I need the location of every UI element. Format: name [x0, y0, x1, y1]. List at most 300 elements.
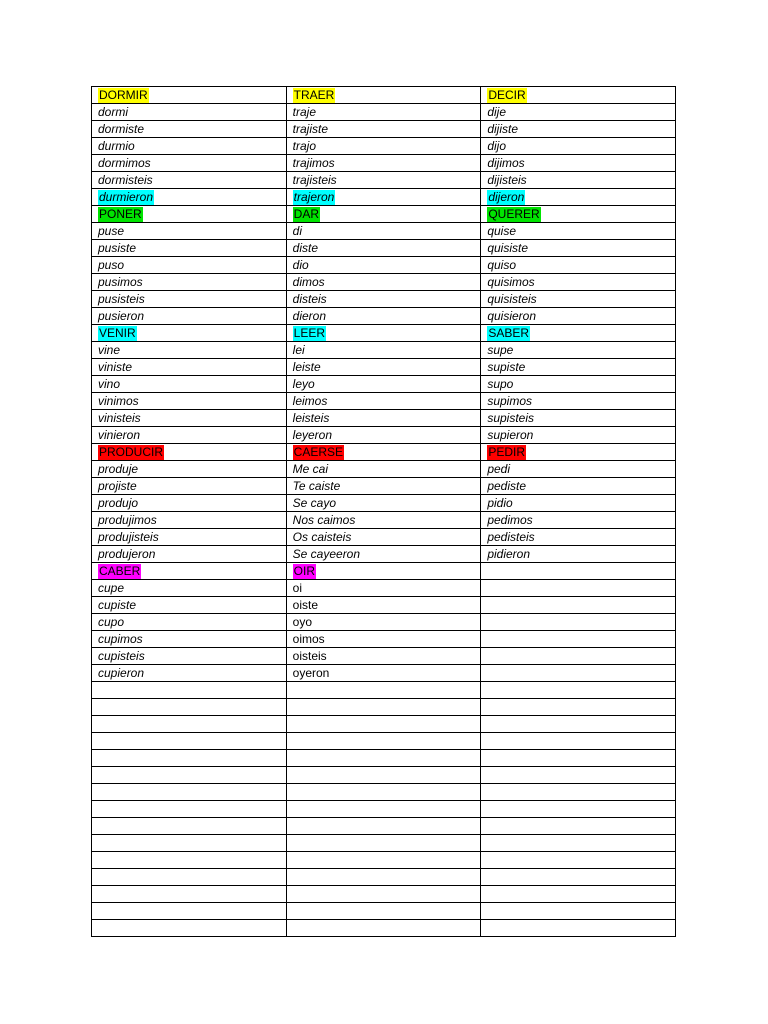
table-cell: [286, 359, 481, 376]
table-cell: [286, 563, 481, 580]
table-cell: [92, 903, 287, 920]
verb-heading: TRAER: [293, 88, 335, 102]
table-cell: [92, 495, 287, 512]
table-cell: [286, 87, 481, 104]
table-row: [92, 767, 676, 784]
table-cell: [92, 648, 287, 665]
table-row: [92, 563, 676, 580]
verb-form: supimos: [487, 394, 532, 408]
table-cell: [286, 291, 481, 308]
table-cell: [92, 461, 287, 478]
table-row: [92, 512, 676, 529]
verb-heading: dijeron: [488, 190, 525, 204]
table-cell: [481, 648, 676, 665]
table-cell: [286, 750, 481, 767]
table-cell: [481, 206, 676, 223]
table-cell: [92, 393, 287, 410]
table-cell: [92, 138, 287, 155]
table-row: [92, 410, 676, 427]
verb-form: dijimos: [487, 156, 525, 170]
table-cell: [481, 257, 676, 274]
verb-form: dormi: [98, 105, 129, 119]
verb-form: dieron: [292, 309, 327, 323]
verb-form: pediste: [487, 479, 527, 493]
verb-form: pedisteis: [487, 530, 535, 544]
table-row: [92, 835, 676, 852]
verb-form: disteis: [292, 292, 327, 306]
verb-heading: DORMIR: [99, 88, 148, 102]
verb-form: dormisteis: [98, 173, 153, 187]
verb-heading: trajeron: [293, 190, 335, 204]
table-row: [92, 376, 676, 393]
verb-form: projiste: [98, 479, 137, 493]
table-row: [92, 223, 676, 240]
table-cell: [286, 597, 481, 614]
table-cell: [481, 818, 676, 835]
verb-form: oisteis: [292, 649, 327, 663]
verb-form: cupiste: [98, 598, 137, 612]
table-row: [92, 206, 676, 223]
verb-form: traje: [292, 105, 316, 119]
table-cell: [92, 631, 287, 648]
table-row: [92, 665, 676, 682]
table-cell: [286, 461, 481, 478]
table-cell: [481, 461, 676, 478]
verb-form: dijiste: [487, 122, 518, 136]
table-cell: [286, 240, 481, 257]
table-cell: [92, 614, 287, 631]
table-cell: [481, 427, 676, 444]
verb-form: vinisteis: [98, 411, 141, 425]
verb-form: supieron: [487, 428, 534, 442]
table-cell: [286, 104, 481, 121]
table-cell: [92, 597, 287, 614]
verb-form: cupimos: [98, 632, 143, 646]
verb-heading: DAR: [293, 207, 319, 221]
table-cell: [481, 784, 676, 801]
verb-form: pusisteis: [98, 292, 145, 306]
table-row: [92, 648, 676, 665]
table-row: [92, 920, 676, 937]
verb-form: pusiste: [98, 241, 137, 255]
table-cell: [92, 444, 287, 461]
verb-form: trajiste: [292, 122, 328, 136]
table-cell: [92, 784, 287, 801]
table-cell: [92, 325, 287, 342]
table-cell: [286, 155, 481, 172]
table-cell: [481, 308, 676, 325]
table-cell: [286, 427, 481, 444]
table-cell: [481, 529, 676, 546]
table-cell: [92, 342, 287, 359]
table-row: [92, 257, 676, 274]
table-cell: [286, 920, 481, 937]
table-cell: [92, 206, 287, 223]
table-row: [92, 784, 676, 801]
table-cell: [481, 835, 676, 852]
table-row: [92, 138, 676, 155]
verb-form: di: [292, 224, 302, 238]
verb-heading: OIR: [293, 564, 315, 578]
table-cell: [92, 869, 287, 886]
table-cell: [92, 376, 287, 393]
table-row: [92, 240, 676, 257]
verb-form: produjeron: [98, 547, 156, 561]
table-row: [92, 308, 676, 325]
table-row: [92, 325, 676, 342]
table-cell: [286, 580, 481, 597]
verb-form: vinimos: [98, 394, 139, 408]
table-row: [92, 733, 676, 750]
verb-form: produjimos: [98, 513, 157, 527]
table-cell: [286, 376, 481, 393]
verb-form: oyo: [292, 615, 313, 629]
table-cell: [286, 886, 481, 903]
table-cell: [286, 495, 481, 512]
table-cell: [481, 750, 676, 767]
verb-form: puso: [98, 258, 125, 272]
table-cell: [92, 886, 287, 903]
table-row: [92, 750, 676, 767]
table-cell: [286, 631, 481, 648]
table-cell: [286, 172, 481, 189]
verb-form: pidio: [487, 496, 513, 510]
table-cell: [92, 87, 287, 104]
table-row: [92, 444, 676, 461]
verb-form: vine: [98, 343, 121, 357]
table-cell: [286, 444, 481, 461]
table-cell: [92, 665, 287, 682]
verb-form: diste: [292, 241, 319, 255]
verb-form: dormiste: [98, 122, 145, 136]
table-row: [92, 818, 676, 835]
table-cell: [481, 274, 676, 291]
verb-form: oi: [292, 581, 302, 595]
table-cell: [286, 206, 481, 223]
table-cell: [481, 240, 676, 257]
table-cell: [92, 308, 287, 325]
table-cell: [286, 223, 481, 240]
verb-heading: PRODUCIR: [99, 445, 164, 459]
table-cell: [286, 699, 481, 716]
verb-form: pidieron: [487, 547, 531, 561]
table-row: [92, 121, 676, 138]
table-cell: [92, 750, 287, 767]
table-row: [92, 597, 676, 614]
table-cell: [481, 614, 676, 631]
verb-form: quisiste: [487, 241, 528, 255]
table-row: [92, 189, 676, 206]
table-cell: [481, 138, 676, 155]
table-cell: [481, 903, 676, 920]
table-cell: [92, 427, 287, 444]
verb-form: cupieron: [98, 666, 145, 680]
table-cell: [481, 597, 676, 614]
verb-form: Se cayo: [292, 496, 337, 510]
table-row: [92, 104, 676, 121]
table-cell: [481, 223, 676, 240]
table-cell: [481, 767, 676, 784]
table-row: [92, 529, 676, 546]
verb-heading: DECIR: [488, 88, 526, 102]
table-cell: [481, 376, 676, 393]
table-cell: [286, 852, 481, 869]
table-cell: [481, 920, 676, 937]
table-cell: [286, 546, 481, 563]
table-cell: [481, 580, 676, 597]
table-cell: [286, 512, 481, 529]
table-cell: [286, 138, 481, 155]
table-cell: [92, 580, 287, 597]
table-cell: [481, 801, 676, 818]
table-cell: [92, 818, 287, 835]
verb-heading: PEDIR: [488, 445, 525, 459]
table-row: [92, 614, 676, 631]
table-cell: [481, 495, 676, 512]
table-cell: [92, 257, 287, 274]
verb-form: trajimos: [292, 156, 335, 170]
table-cell: [286, 801, 481, 818]
verb-heading: CAERSE: [293, 445, 344, 459]
table-cell: [92, 291, 287, 308]
table-row: [92, 359, 676, 376]
table-cell: [286, 716, 481, 733]
table-cell: [481, 342, 676, 359]
verb-form: leisteis: [292, 411, 330, 425]
verb-form: pedimos: [487, 513, 533, 527]
table-cell: [286, 342, 481, 359]
verb-form: cupisteis: [98, 649, 145, 663]
verb-heading: PONER: [99, 207, 142, 221]
verb-form: oiste: [292, 598, 319, 612]
verb-form: dijo: [487, 139, 506, 153]
table-cell: [92, 716, 287, 733]
table-body: [92, 87, 676, 937]
table-cell: [481, 852, 676, 869]
verb-form: dije: [487, 105, 506, 119]
table-cell: [92, 240, 287, 257]
table-cell: [92, 835, 287, 852]
table-row: [92, 869, 676, 886]
table-cell: [286, 189, 481, 206]
verb-form: cupe: [98, 581, 125, 595]
table-cell: [92, 529, 287, 546]
verb-form: leiste: [292, 360, 321, 374]
table-cell: [286, 648, 481, 665]
table-row: [92, 87, 676, 104]
table-cell: [286, 478, 481, 495]
table-cell: [92, 563, 287, 580]
verb-form: leyeron: [292, 428, 333, 442]
table-cell: [286, 614, 481, 631]
table-cell: [92, 733, 287, 750]
verb-heading: durmieron: [99, 190, 154, 204]
table-cell: [286, 325, 481, 342]
table-cell: [481, 87, 676, 104]
table-cell: [92, 104, 287, 121]
table-cell: [286, 257, 481, 274]
table-cell: [481, 359, 676, 376]
verb-form: produjo: [98, 496, 139, 510]
verb-form: quisieron: [487, 309, 537, 323]
verb-form: cupo: [98, 615, 125, 629]
verb-form: quiso: [487, 258, 516, 272]
table-row: [92, 631, 676, 648]
verb-heading: SABER: [488, 326, 529, 340]
table-row: [92, 461, 676, 478]
table-row: [92, 546, 676, 563]
table-cell: [481, 104, 676, 121]
table-cell: [481, 410, 676, 427]
table-cell: [286, 274, 481, 291]
verb-form: supiste: [487, 360, 526, 374]
verb-form: Os caisteis: [292, 530, 352, 544]
table-cell: [92, 801, 287, 818]
verb-form: dio: [292, 258, 309, 272]
verb-form: Te caiste: [292, 479, 341, 493]
table-row: [92, 699, 676, 716]
table-cell: [92, 189, 287, 206]
verb-form: quise: [487, 224, 516, 238]
table-row: [92, 495, 676, 512]
table-cell: [286, 529, 481, 546]
verb-form: quisimos: [487, 275, 535, 289]
table-row: [92, 342, 676, 359]
verb-form: trajo: [292, 139, 316, 153]
table-row: [92, 291, 676, 308]
table-cell: [481, 699, 676, 716]
verb-form: supo: [487, 377, 514, 391]
table-cell: [92, 274, 287, 291]
verb-form: supisteis: [487, 411, 534, 425]
table-row: [92, 886, 676, 903]
table-cell: [286, 121, 481, 138]
table-cell: [92, 920, 287, 937]
table-row: [92, 393, 676, 410]
table-cell: [481, 444, 676, 461]
table-cell: [92, 852, 287, 869]
table-cell: [481, 155, 676, 172]
table-cell: [481, 121, 676, 138]
table-cell: [481, 869, 676, 886]
table-row: [92, 682, 676, 699]
table-cell: [92, 546, 287, 563]
verb-form: puse: [98, 224, 125, 238]
verb-form: oyeron: [292, 666, 330, 680]
verb-form: oimos: [292, 632, 325, 646]
table-cell: [286, 835, 481, 852]
table-row: [92, 716, 676, 733]
table-cell: [481, 682, 676, 699]
verb-form: trajisteis: [292, 173, 337, 187]
verb-form: Nos caimos: [292, 513, 356, 527]
verb-heading: VENIR: [99, 326, 136, 340]
table-cell: [92, 682, 287, 699]
table-row: [92, 478, 676, 495]
table-cell: [481, 393, 676, 410]
table-cell: [481, 291, 676, 308]
table-cell: [92, 478, 287, 495]
table-cell: [481, 546, 676, 563]
table-cell: [286, 784, 481, 801]
table-cell: [286, 767, 481, 784]
verb-form: pusieron: [98, 309, 145, 323]
verb-form: produjisteis: [98, 530, 159, 544]
table-cell: [481, 631, 676, 648]
verb-form: dormimos: [98, 156, 151, 170]
table-cell: [92, 121, 287, 138]
verb-form: leimos: [292, 394, 328, 408]
table-cell: [92, 155, 287, 172]
table-row: [92, 903, 676, 920]
table-row: [92, 155, 676, 172]
table-cell: [481, 886, 676, 903]
table-cell: [92, 512, 287, 529]
table-cell: [286, 410, 481, 427]
table-row: [92, 852, 676, 869]
table-cell: [92, 699, 287, 716]
verb-form: supe: [487, 343, 514, 357]
table-cell: [286, 665, 481, 682]
verb-form: Me cai: [292, 462, 328, 476]
table-cell: [286, 903, 481, 920]
table-cell: [481, 512, 676, 529]
verb-form: produje: [98, 462, 139, 476]
table-cell: [92, 172, 287, 189]
verb-form: pusimos: [98, 275, 143, 289]
table-row: [92, 172, 676, 189]
verb-form: vinieron: [98, 428, 141, 442]
verb-heading: CABER: [99, 564, 141, 578]
table-row: [92, 427, 676, 444]
table-cell: [286, 682, 481, 699]
verb-form: quisisteis: [487, 292, 537, 306]
table-cell: [92, 223, 287, 240]
table-cell: [481, 325, 676, 342]
table-cell: [481, 172, 676, 189]
table-cell: [481, 478, 676, 495]
verb-form: Se cayeeron: [292, 547, 361, 561]
verb-heading: QUERER: [488, 207, 540, 221]
table-cell: [92, 359, 287, 376]
table-cell: [481, 716, 676, 733]
verb-form: pedi: [487, 462, 510, 476]
table-cell: [286, 308, 481, 325]
table-cell: [286, 393, 481, 410]
verb-form: durmio: [98, 139, 135, 153]
verb-form: lei: [292, 343, 305, 357]
table-cell: [92, 767, 287, 784]
verb-heading: LEER: [293, 326, 326, 340]
table-cell: [286, 733, 481, 750]
table-cell: [286, 869, 481, 886]
verb-conjugation-table: [91, 86, 676, 937]
table-cell: [481, 189, 676, 206]
verb-form: dijisteis: [487, 173, 527, 187]
table-row: [92, 274, 676, 291]
verb-form: vino: [98, 377, 121, 391]
table-cell: [92, 410, 287, 427]
table-cell: [286, 818, 481, 835]
verb-form: viniste: [98, 360, 133, 374]
table-cell: [481, 563, 676, 580]
table-cell: [481, 733, 676, 750]
table-cell: [481, 665, 676, 682]
verb-form: dimos: [292, 275, 325, 289]
table-row: [92, 580, 676, 597]
verb-form: leyo: [292, 377, 315, 391]
table-row: [92, 801, 676, 818]
